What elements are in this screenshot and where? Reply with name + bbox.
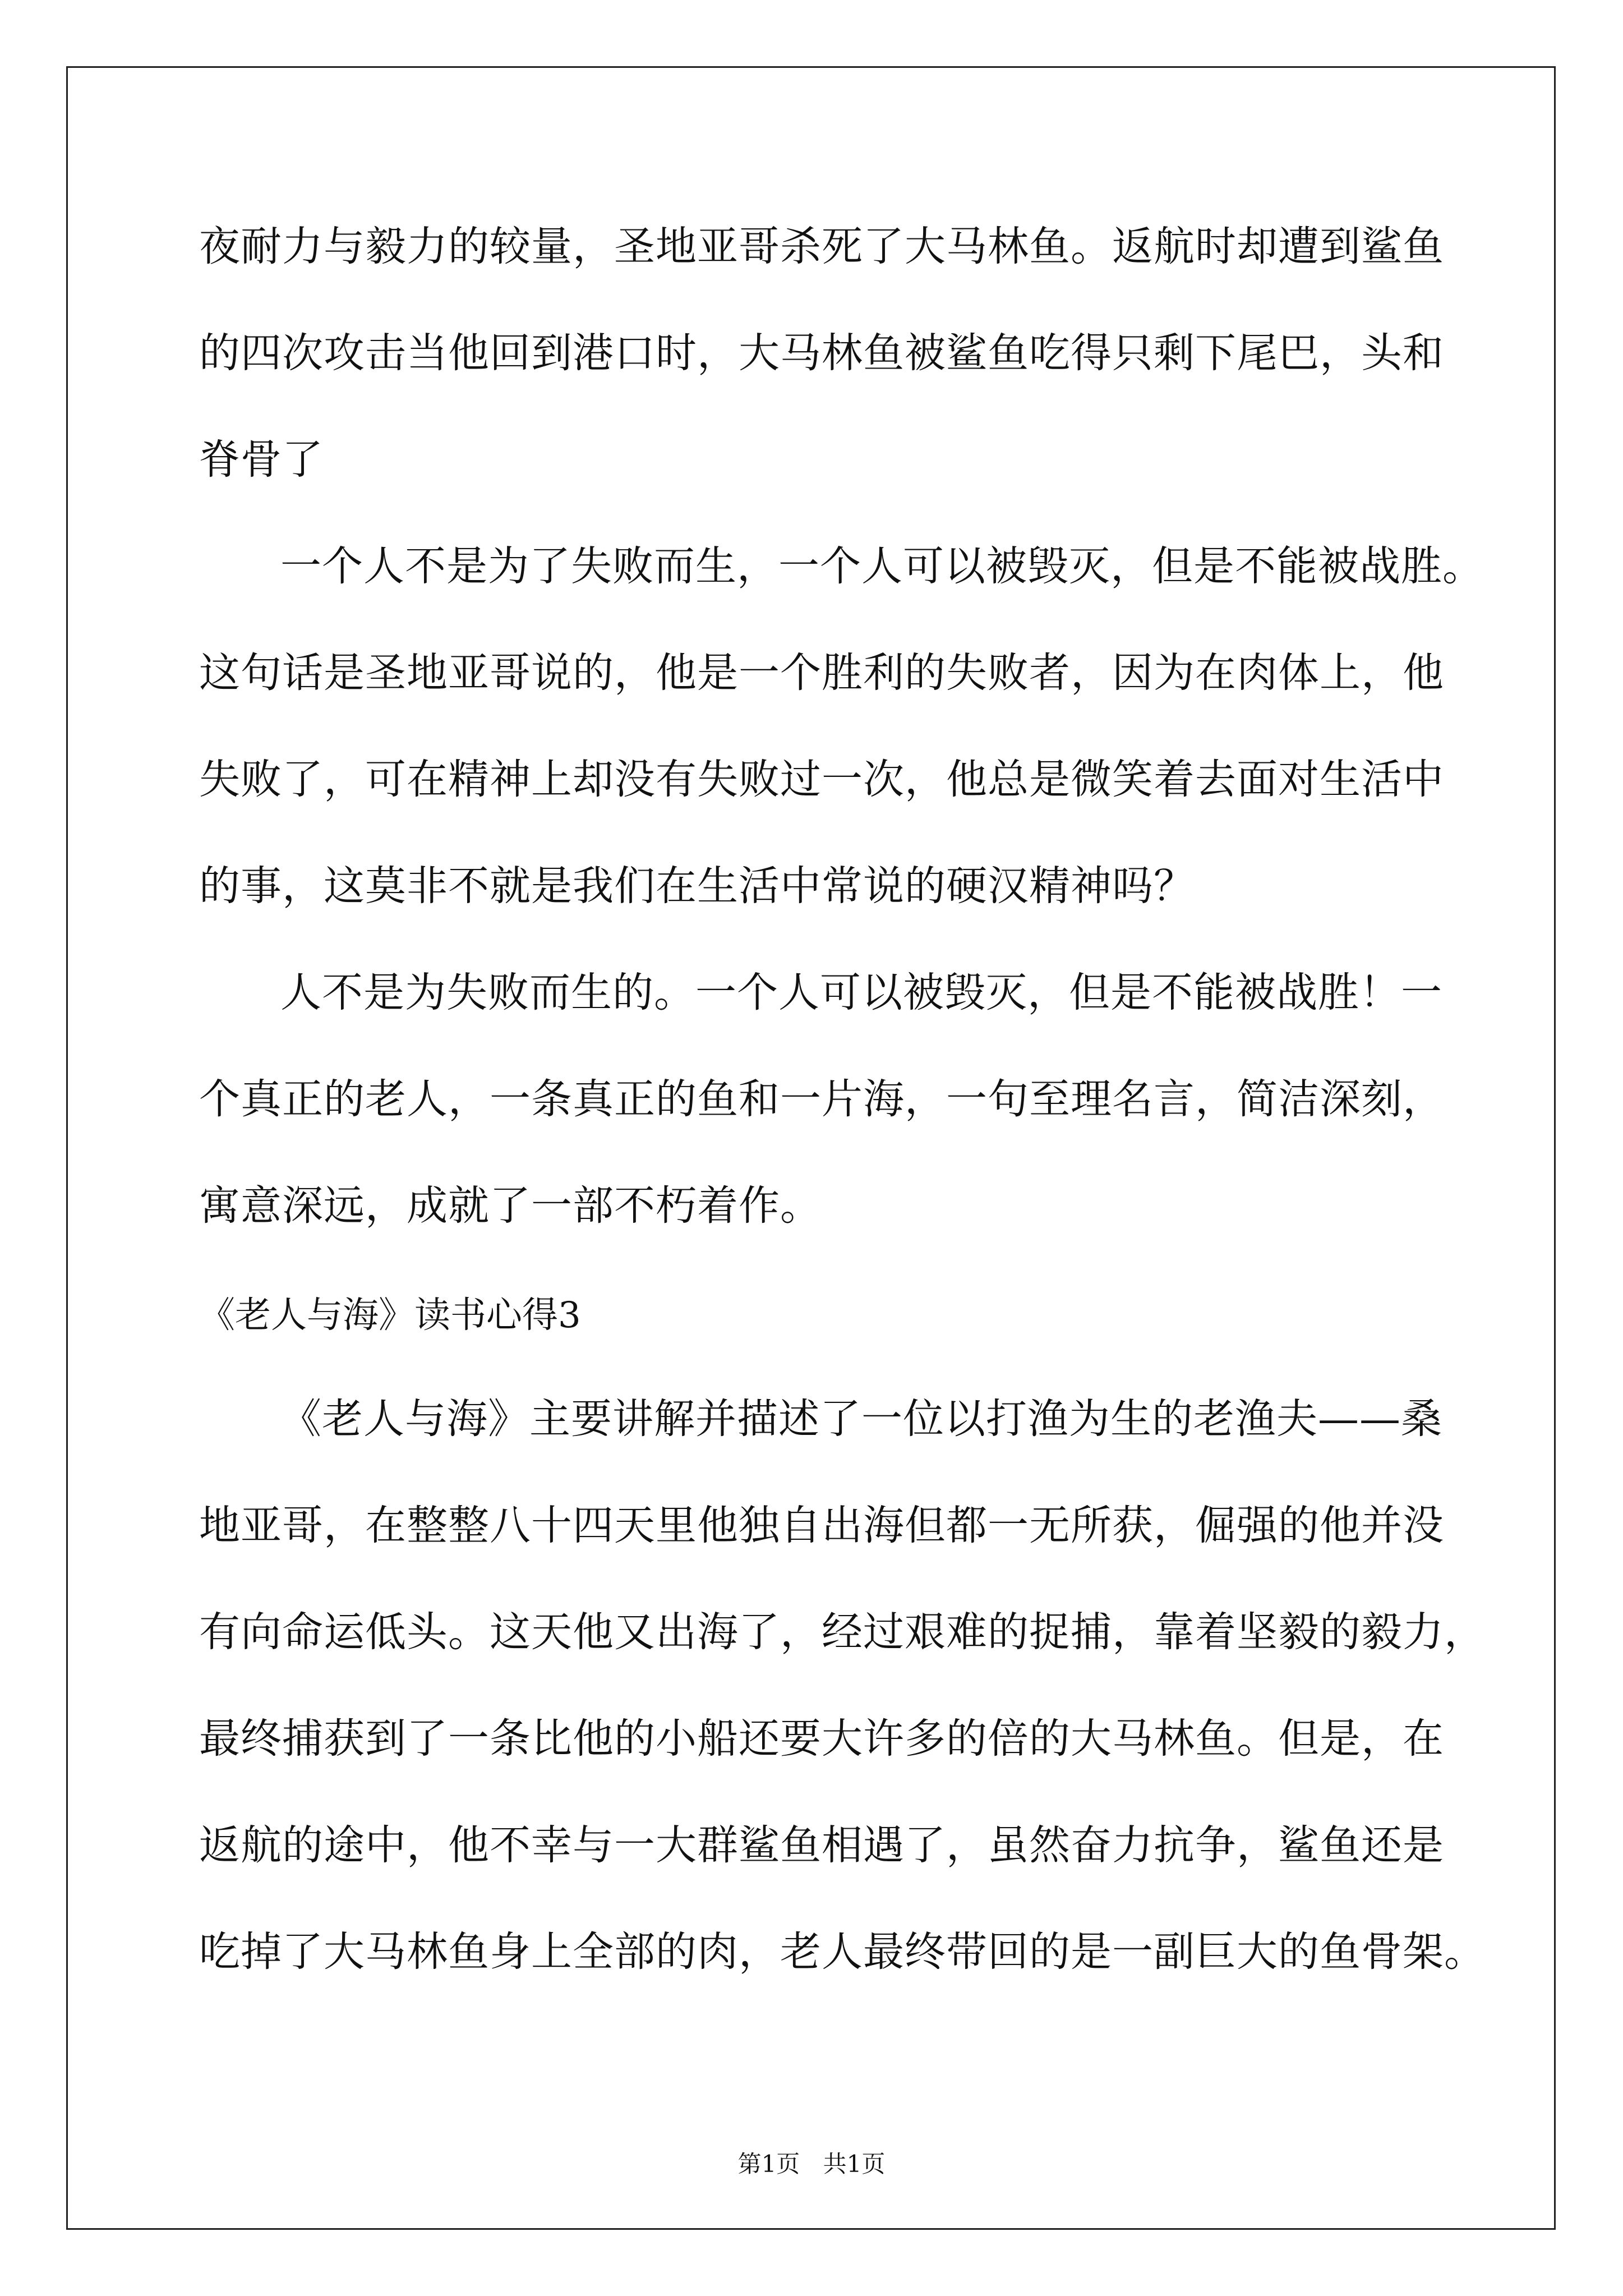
page-border bbox=[66, 66, 1556, 2230]
page-number: 第1页 bbox=[737, 2150, 800, 2178]
body-line-15: 最终捕获到了一条比他的小船还要大许多的倍的大马林鱼。但是，在 bbox=[199, 1715, 1444, 1763]
body-line-8: 人不是为失败而生的。一个人可以被毁灭，但是不能被战胜！一 bbox=[280, 969, 1442, 1016]
body-line-13: 地亚哥，在整整八十四天里他独自出海但都一无所获，倔强的他并没 bbox=[199, 1502, 1444, 1549]
body-line-10: 寓意深远，成就了一部不朽着作。 bbox=[199, 1182, 822, 1230]
body-line-3: 脊骨了 bbox=[199, 436, 324, 484]
body-line-7: 的事，这莫非不就是我们在生活中常说的硬汉精神吗？ bbox=[199, 862, 1195, 910]
body-line-2: 的四次攻击当他回到港口时，大马林鱼被鲨鱼吃得只剩下尾巴，头和 bbox=[199, 329, 1444, 377]
body-line-5: 这句话是圣地亚哥说的，他是一个胜利的失败者，因为在肉体上，他 bbox=[199, 649, 1444, 697]
page-footer bbox=[0, 2147, 1623, 2181]
body-line-12: 《老人与海》主要讲解并描述了一位以打渔为生的老渔夫——桑 bbox=[280, 1395, 1442, 1443]
body-line-14: 有向命运低头。这天他又出海了，经过艰难的捉捕，靠着坚毅的毅力， bbox=[199, 1608, 1486, 1656]
body-line-1: 夜耐力与毅力的较量，圣地亚哥杀死了大马林鱼。返航时却遭到鲨鱼 bbox=[199, 223, 1444, 270]
body-line-16: 返航的途中，他不幸与一大群鲨鱼相遇了，虽然奋力抗争，鲨鱼还是 bbox=[199, 1821, 1444, 1869]
body-line-17: 吃掉了大马林鱼身上全部的肉，老人最终带回的是一副巨大的鱼骨架。 bbox=[199, 1928, 1486, 1976]
body-line-4: 一个人不是为了失败而生，一个人可以被毁灭，但是不能被战胜。 bbox=[280, 542, 1484, 590]
page-total: 共1页 bbox=[823, 2150, 886, 2178]
body-line-6: 失败了，可在精神上却没有失败过一次，他总是微笑着去面对生活中 bbox=[199, 756, 1444, 803]
body-line-9: 个真正的老人，一条真正的鱼和一片海，一句至理名言，简洁深刻， bbox=[199, 1075, 1444, 1123]
section-heading: 《老人与海》读书心得3 bbox=[199, 1295, 581, 1336]
